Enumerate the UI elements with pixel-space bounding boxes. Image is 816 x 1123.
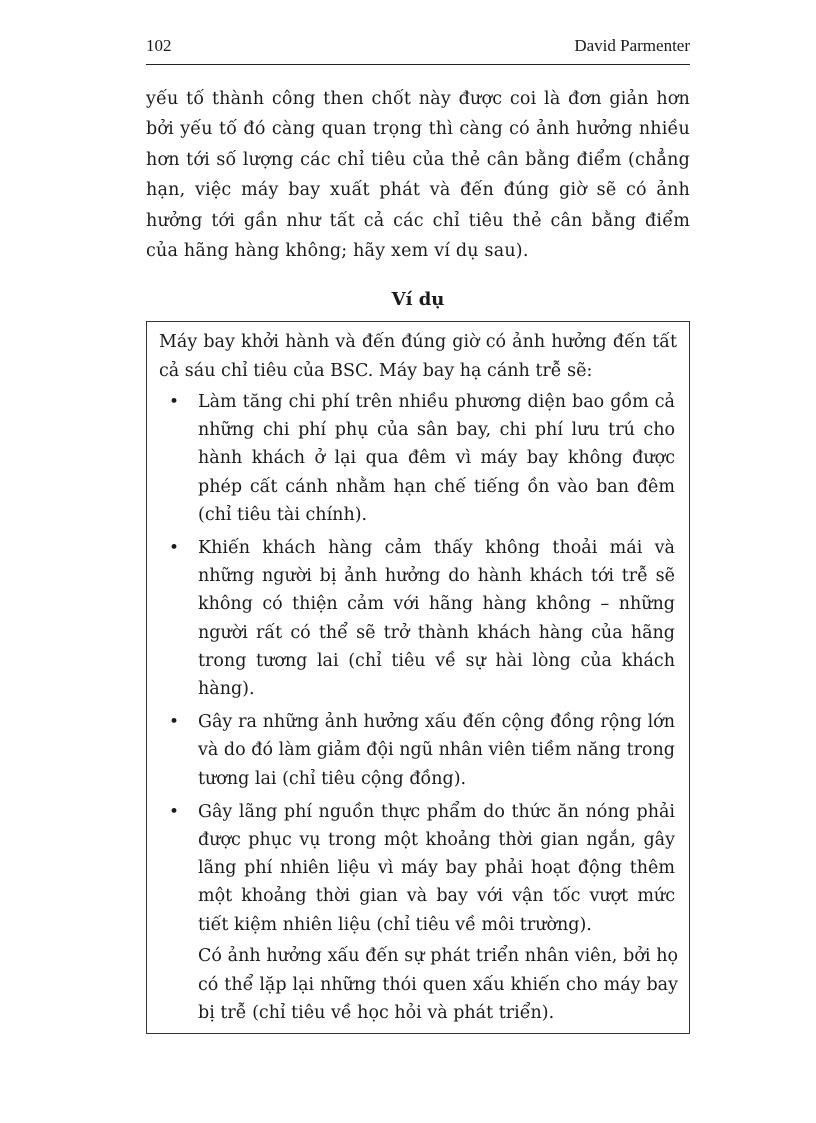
list-item <box>147 388 687 529</box>
example-intro: Máy bay khởi hành và đến đúng giờ có ảnh hưởng đến tất cả sáu chỉ tiêu của BSC. Máy bay hạ cánh trễ sẽ: <box>159 332 677 381</box>
bullet-text: Gây lãng phí nguồn thực phẩm do thức ăn nóng phải được phục vụ trong một khoảng thời gian ngắn, gây lãng phí nhiên liệu vì máy bay phải hoạt động thêm một khoảng thời gian và bay với vận tốc vượt mức tiết kiệm nhiên liệu (chỉ tiêu về môi trường). <box>198 801 675 935</box>
intro-paragraph: yếu tố thành công then chốt này được coi là đơn giản hơn bởi yếu tố đó càng quan trọng thì càng có ảnh hưởng nhiều hơn tới số lượng các chỉ tiêu của thẻ cân bằng điểm (chẳng hạn, việc máy bay xuất phát và đến đúng giờ sẽ có ảnh hưởng tới gần như tất cả các chỉ tiêu thẻ cân bằng điểm của hãng hàng không; hãy xem ví dụ sau). <box>146 89 690 262</box>
bullet-marker: • <box>169 538 180 559</box>
example-title: Ví dụ <box>391 289 445 310</box>
page-number: 102 <box>146 36 172 55</box>
page-header <box>146 34 690 65</box>
list-item <box>147 798 687 939</box>
example-box <box>146 321 690 1034</box>
bullet-marker: • <box>169 801 180 822</box>
example-tail-paragraph: Có ảnh hưởng xấu đến sự phát triển nhân viên, bởi họ có thể lặp lại những thói quen xấu khiến cho máy bay bị trễ (chỉ tiêu về học hỏi và phát triển). <box>198 946 678 1023</box>
running-head-author: David Parmenter <box>574 36 690 55</box>
bullet-text: Làm tăng chi phí trên nhiều phương diện bao gồm cả những chi phí phụ của sân bay, chi phí lưu trú cho hành khách ở lại qua đêm vì máy bay không được phép cất cánh nhằm hạn chế tiếng ồn vào ban đêm (chỉ tiêu tài chính). <box>198 392 675 525</box>
list-item <box>147 708 687 793</box>
list-item <box>147 534 687 703</box>
bullet-text: Gây ra những ảnh hưởng xấu đến cộng đồng rộng lớn và do đó làm giảm đội ngũ nhân viên tiềm năng trong tương lai (chỉ tiêu cộng đồng). <box>198 712 675 789</box>
example-bullet-list <box>147 388 687 944</box>
bullet-marker: • <box>169 712 180 733</box>
bullet-text: Khiến khách hàng cảm thấy không thoải mái và những người bị ảnh hưởng do hành khách tới trễ sẽ không có thiện cảm với hãng hàng không – những người rất có thể sẽ trở thành khách hàng của hãng trong tương lai (chỉ tiêu về sự hài lòng của khách hàng). <box>198 538 675 700</box>
bullet-marker: • <box>169 392 180 412</box>
